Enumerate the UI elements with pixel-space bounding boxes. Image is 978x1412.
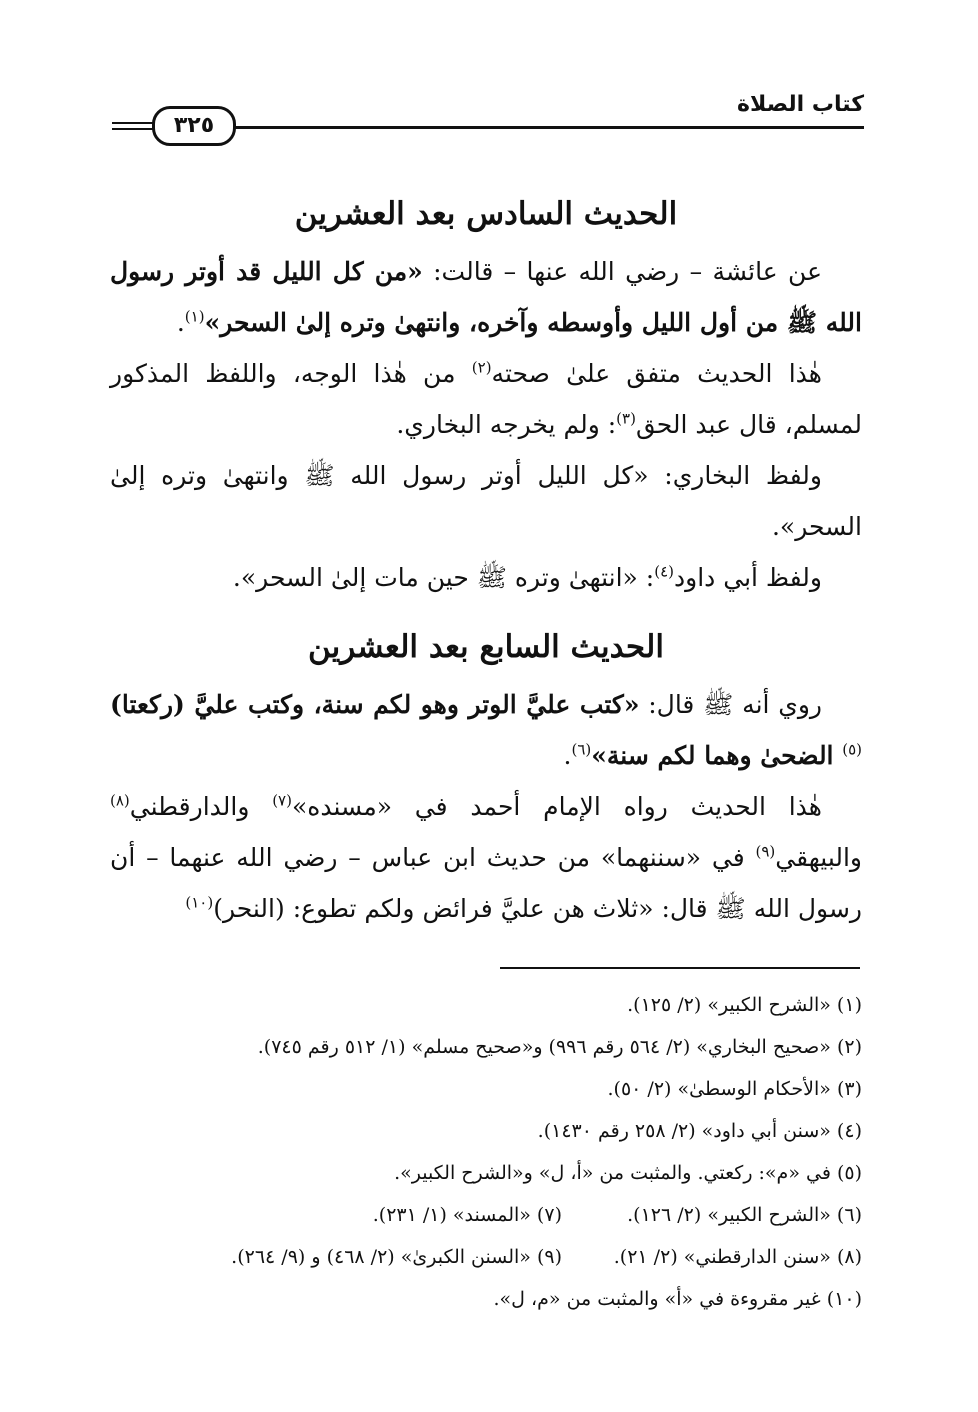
text-segment: ولفظ أبي داود (674, 563, 822, 592)
footnote-4: (٤) «سنن أبي داود» (٢/ ٢٥٨ رقم ١٤٣٠). (537, 1120, 862, 1142)
footnote-row-8-9 (110, 1236, 862, 1278)
hadith-26-heading: الحديث السادس بعد العشرين (294, 196, 678, 232)
header-rule (212, 126, 864, 129)
hadith-quote: «كتب عليَّ الوتر وهو لكم سنة، وكتب عليَّ (ركعتا) (110, 690, 640, 719)
footnote-ref: (٣) (616, 409, 636, 428)
footnotes (110, 984, 862, 1320)
footnote-9: (٩) «السنن الكبرىٰ» (٢/ ٤٦٨) و (٩/ ٢٦٤). (231, 1246, 562, 1268)
footnote-ref: (٢) (471, 358, 492, 377)
footnote-6: (٦) «الشرح الكبير» (٢/ ١٢٦). (627, 1204, 862, 1226)
footnote-ref: (١) (184, 307, 205, 326)
hadith-27-text (110, 679, 862, 781)
text-segment: : ولم يخرجه البخاري. (396, 410, 617, 439)
footnote-ref: (٧) (272, 791, 292, 810)
text-segment: هٰذا الحديث متفق علىٰ صحته (491, 359, 822, 388)
abu-dawud-wording (110, 552, 862, 603)
punctuation: . (563, 741, 572, 770)
main-text (110, 188, 862, 934)
footnote-10: (١٠) غير مقروءة في «أ» والمثبت من «م، ل». (493, 1288, 862, 1310)
footnote-ref: (٦) (571, 740, 592, 759)
narration-lead: عن عائشة – رضي الله عنها – قالت: (422, 257, 822, 286)
footnote-row-6-7 (110, 1194, 862, 1236)
footnote-3: (٣) «الأحكام الوسطىٰ» (٢/ ٥٠). (607, 1078, 862, 1100)
footnote-ref: (٥) (842, 740, 862, 759)
footnote-2: (٢) «صحيح البخاري» (٢/ ٥٦٤ رقم ٩٩٦) و«صحيح مسلم» (١/ ٥١٢ رقم ٧٤٥). (257, 1036, 862, 1058)
text-segment: : «انتهىٰ وتره ﷺ حين مات إلىٰ السحر». (232, 563, 655, 592)
footnote-ref: (١٠) (185, 893, 214, 912)
footnote-ref: (٩) (755, 842, 776, 861)
text-segment: والبيهقي (775, 843, 862, 872)
footnote-1: (١) «الشرح الكبير» (٢/ ١٢٥). (627, 994, 862, 1016)
footnote-5: (٥) في «م»: ركعتي. والمثبت من «أ، ل» و«الشرح الكبير». (394, 1162, 862, 1184)
text-segment: هٰذا الحديث رواه الإمام أحمد في «مسنده» (291, 792, 822, 821)
footnote-7: (٧) «المسند» (١/ ٢٣١). (372, 1204, 562, 1226)
text-segment: من هٰذا الوجه، واللفظ المذكور لمسلم، قال عبد الحق (110, 359, 862, 439)
bukhari-wording: ولفظ البخاري: «كل الليل أوتر رسول الله ﷺ وانتهىٰ وتره إلىٰ السحر». (110, 461, 862, 541)
authentication-paragraph (110, 348, 862, 450)
text-segment: والدارقطني (129, 792, 273, 821)
text-segment: في «سننهما» من حديث ابن عباس – رضي الله عنهما – أن رسول الله ﷺ قال: «ثلاث هن عليَّ فرائض ولكم تطوع: (النحر) (110, 843, 862, 923)
punctuation: . (176, 308, 185, 337)
hadith-quote: «من كل الليل قد أوتر رسول الله ﷺ من أول الليل وأوسطه وآخره، وانتهىٰ وتره إلىٰ السحر» (110, 257, 862, 337)
page-number: ٣٢٥ (152, 106, 236, 146)
footnote-separator (500, 967, 860, 969)
page-header (112, 92, 864, 140)
narration-lead: روي أنه ﷺ قال: (639, 690, 822, 719)
hadith-quote-continued: الضحىٰ وهما لكم سنة» (591, 741, 843, 770)
hadith-26-text (110, 246, 862, 348)
footnote-8: (٨) «سنن الدارقطني» (٢/ ٢١). (613, 1246, 862, 1268)
footnote-ref: (٨) (110, 791, 130, 810)
hadith-27-sources (110, 781, 862, 934)
hadith-27-heading: الحديث السابع بعد العشرين (308, 629, 664, 665)
footnote-ref: (٤) (654, 562, 674, 581)
running-title: كتاب الصلاة (737, 92, 864, 117)
